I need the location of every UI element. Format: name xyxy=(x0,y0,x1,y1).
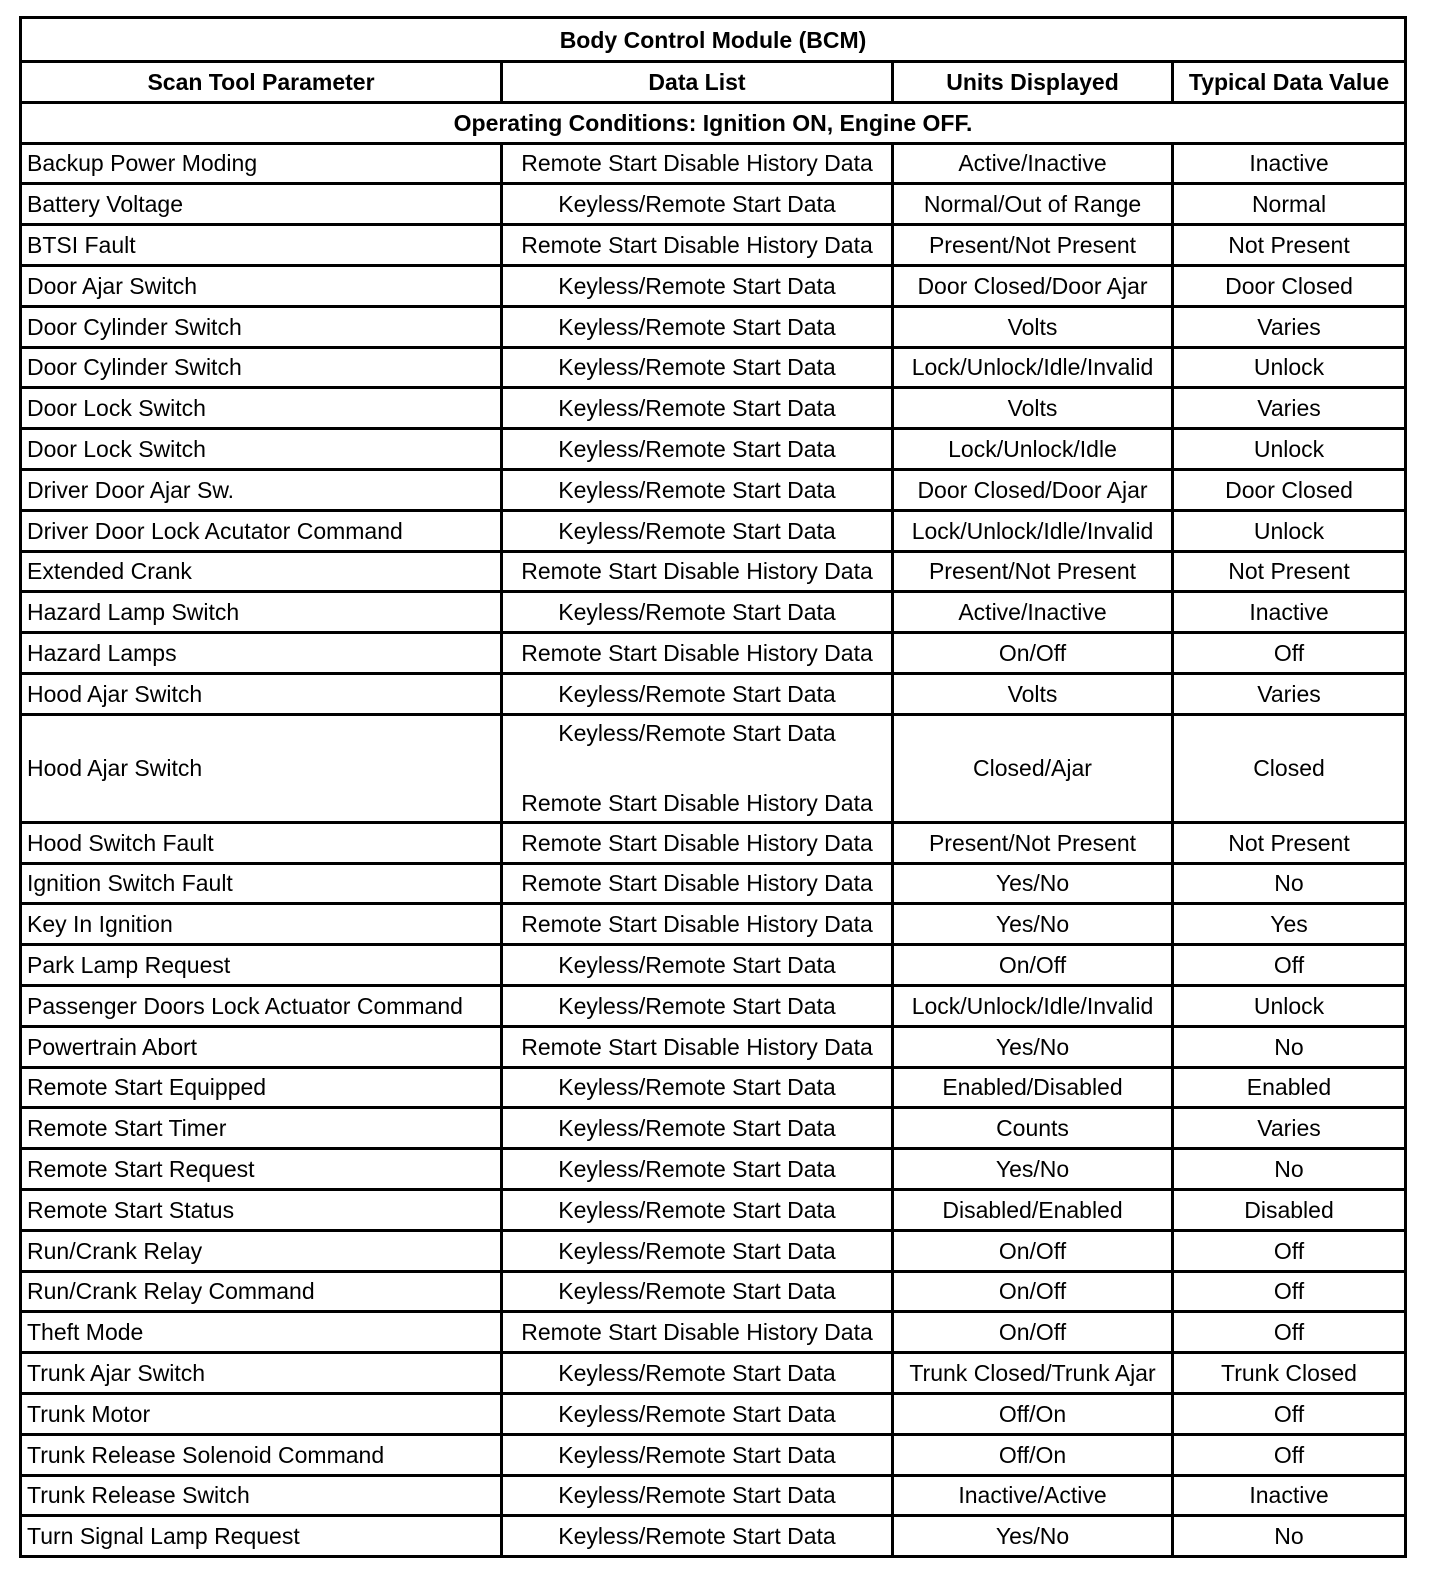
bcm-data-table xyxy=(19,16,1407,1558)
cell-units: Volts xyxy=(893,388,1173,429)
cell-parameter: BTSI Fault xyxy=(21,225,502,266)
table-row xyxy=(21,1271,1406,1312)
cell-parameter: Door Cylinder Switch xyxy=(21,347,502,388)
table-row xyxy=(21,388,1406,429)
cell-value: Off xyxy=(1173,1312,1406,1353)
cell-value: Off xyxy=(1173,1393,1406,1434)
cell-value: Varies xyxy=(1173,388,1406,429)
cell-data-list: Keyless/Remote Start Data xyxy=(502,1108,893,1149)
cell-units: On/Off xyxy=(893,945,1173,986)
cell-value: Trunk Closed xyxy=(1173,1353,1406,1394)
table-body-lower xyxy=(21,822,1406,1556)
cell-data-list: Keyless/Remote Start Data xyxy=(502,388,893,429)
cell-units: On/Off xyxy=(893,633,1173,674)
cell-units: Door Closed/Door Ajar xyxy=(893,469,1173,510)
cell-data-list: Keyless/Remote Start Data xyxy=(502,1230,893,1271)
cell-units: Active/Inactive xyxy=(893,592,1173,633)
cell-data-list: Keyless/Remote Start Data xyxy=(502,347,893,388)
table-row xyxy=(21,904,1406,945)
cell-parameter: Run/Crank Relay xyxy=(21,1230,502,1271)
cell-value: Door Closed xyxy=(1173,469,1406,510)
cell-units: On/Off xyxy=(893,1230,1173,1271)
cell-value: Varies xyxy=(1173,1108,1406,1149)
cell-parameter: Door Lock Switch xyxy=(21,388,502,429)
cell-value: Inactive xyxy=(1173,143,1406,184)
cell-data-list: Keyless/Remote Start Data xyxy=(502,1067,893,1108)
cell-parameter: Battery Voltage xyxy=(21,184,502,225)
header-data-list: Data List xyxy=(502,62,893,103)
cell-value: Unlock xyxy=(1173,510,1406,551)
cell-parameter: Hazard Lamp Switch xyxy=(21,592,502,633)
table-row xyxy=(21,945,1406,986)
cell-units: Yes/No xyxy=(893,904,1173,945)
table-row xyxy=(21,673,1406,714)
table-row xyxy=(21,714,1406,822)
cell-value: Off xyxy=(1173,633,1406,674)
cell-units: Yes/No xyxy=(893,1149,1173,1190)
cell-value: Unlock xyxy=(1173,985,1406,1026)
cell-units: Lock/Unlock/Idle xyxy=(893,429,1173,470)
cell-parameter: Trunk Motor xyxy=(21,1393,502,1434)
cell-data-list: Keyless/Remote Start Data xyxy=(502,1189,893,1230)
table-body-hood xyxy=(21,714,1406,822)
cell-data-list: Keyless/Remote Start Data xyxy=(502,1434,893,1475)
cell-value: Not Present xyxy=(1173,551,1406,592)
cell-value: Varies xyxy=(1173,673,1406,714)
cell-data-list: Remote Start Disable History Data xyxy=(502,904,893,945)
cell-units: Closed/Ajar xyxy=(893,714,1173,822)
cell-value: Normal xyxy=(1173,184,1406,225)
header-units-displayed: Units Displayed xyxy=(893,62,1173,103)
cell-parameter: Ignition Switch Fault xyxy=(21,863,502,904)
table-row xyxy=(21,1108,1406,1149)
table-row xyxy=(21,306,1406,347)
table-row xyxy=(21,1230,1406,1271)
cell-value: Disabled xyxy=(1173,1189,1406,1230)
table-row xyxy=(21,592,1406,633)
cell-parameter: Powertrain Abort xyxy=(21,1026,502,1067)
cell-data-list: Keyless/Remote Start Data xyxy=(502,306,893,347)
table-row xyxy=(21,510,1406,551)
table-row xyxy=(21,265,1406,306)
cell-parameter: Remote Start Request xyxy=(21,1149,502,1190)
table-row xyxy=(21,985,1406,1026)
cell-value: Inactive xyxy=(1173,592,1406,633)
cell-parameter: Backup Power Moding xyxy=(21,143,502,184)
cell-parameter: Hood Ajar Switch xyxy=(21,714,502,822)
cell-units: Lock/Unlock/Idle/Invalid xyxy=(893,510,1173,551)
cell-units: Normal/Out of Range xyxy=(893,184,1173,225)
table-row xyxy=(21,1026,1406,1067)
cell-value: Not Present xyxy=(1173,225,1406,266)
cell-units: Lock/Unlock/Idle/Invalid xyxy=(893,347,1173,388)
table-row xyxy=(21,1434,1406,1475)
table-row xyxy=(21,143,1406,184)
cell-parameter: Key In Ignition xyxy=(21,904,502,945)
cell-parameter: Theft Mode xyxy=(21,1312,502,1353)
cell-parameter: Park Lamp Request xyxy=(21,945,502,986)
table-title: Body Control Module (BCM) xyxy=(21,18,1406,62)
cell-data-list: Keyless/Remote Start Data xyxy=(502,945,893,986)
cell-units: Present/Not Present xyxy=(893,822,1173,863)
cell-parameter: Trunk Ajar Switch xyxy=(21,1353,502,1394)
table-row xyxy=(21,1475,1406,1516)
cell-parameter: Remote Start Status xyxy=(21,1189,502,1230)
cell-units: Active/Inactive xyxy=(893,143,1173,184)
cell-data-list: Remote Start Disable History Data xyxy=(502,551,893,592)
cell-units: Enabled/Disabled xyxy=(893,1067,1173,1108)
cell-data-list: Keyless/Remote Start Data xyxy=(502,592,893,633)
cell-value: Off xyxy=(1173,1271,1406,1312)
cell-data-list: Keyless/Remote Start Data xyxy=(502,673,893,714)
cell-value: Not Present xyxy=(1173,822,1406,863)
cell-units: Yes/No xyxy=(893,863,1173,904)
cell-data-list xyxy=(502,714,893,822)
cell-data-list: Keyless/Remote Start Data xyxy=(502,985,893,1026)
table-row xyxy=(21,347,1406,388)
cell-data-list: Remote Start Disable History Data xyxy=(502,633,893,674)
cell-value: No xyxy=(1173,863,1406,904)
table-row xyxy=(21,863,1406,904)
cell-units: Present/Not Present xyxy=(893,225,1173,266)
cell-data-list: Keyless/Remote Start Data xyxy=(502,184,893,225)
cell-data-list: Remote Start Disable History Data xyxy=(502,822,893,863)
cell-value: No xyxy=(1173,1026,1406,1067)
cell-units: Volts xyxy=(893,306,1173,347)
cell-data-list: Keyless/Remote Start Data xyxy=(502,1353,893,1394)
header-scan-tool-parameter: Scan Tool Parameter xyxy=(21,62,502,103)
cell-value: Yes xyxy=(1173,904,1406,945)
table-row xyxy=(21,429,1406,470)
table-row xyxy=(21,469,1406,510)
cell-data-list-line: Remote Start Disable History Data xyxy=(521,790,873,817)
cell-data-list: Remote Start Disable History Data xyxy=(502,143,893,184)
cell-data-list: Keyless/Remote Start Data xyxy=(502,1475,893,1516)
cell-value: Off xyxy=(1173,945,1406,986)
cell-data-list: Keyless/Remote Start Data xyxy=(502,429,893,470)
cell-units: Yes/No xyxy=(893,1026,1173,1067)
cell-parameter: Hood Switch Fault xyxy=(21,822,502,863)
cell-units: Volts xyxy=(893,673,1173,714)
cell-parameter: Run/Crank Relay Command xyxy=(21,1271,502,1312)
cell-parameter: Hazard Lamps xyxy=(21,633,502,674)
cell-parameter: Extended Crank xyxy=(21,551,502,592)
cell-data-list: Keyless/Remote Start Data xyxy=(502,510,893,551)
cell-parameter: Remote Start Timer xyxy=(21,1108,502,1149)
cell-value: Closed xyxy=(1173,714,1406,822)
table-row xyxy=(21,633,1406,674)
cell-value: Unlock xyxy=(1173,347,1406,388)
cell-parameter: Driver Door Lock Acutator Command xyxy=(21,510,502,551)
cell-value: No xyxy=(1173,1516,1406,1557)
cell-data-list: Remote Start Disable History Data xyxy=(502,225,893,266)
cell-value: Varies xyxy=(1173,306,1406,347)
cell-value: Off xyxy=(1173,1434,1406,1475)
cell-data-list: Keyless/Remote Start Data xyxy=(502,1271,893,1312)
cell-units: On/Off xyxy=(893,1312,1173,1353)
cell-units: Disabled/Enabled xyxy=(893,1189,1173,1230)
cell-data-list: Keyless/Remote Start Data xyxy=(502,469,893,510)
cell-data-list: Keyless/Remote Start Data xyxy=(502,1516,893,1557)
cell-parameter: Hood Ajar Switch xyxy=(21,673,502,714)
cell-parameter: Door Ajar Switch xyxy=(21,265,502,306)
cell-data-list: Keyless/Remote Start Data xyxy=(502,265,893,306)
table-row xyxy=(21,1312,1406,1353)
cell-data-list-line: Keyless/Remote Start Data xyxy=(558,720,836,747)
cell-parameter: Passenger Doors Lock Actuator Command xyxy=(21,985,502,1026)
cell-value: Door Closed xyxy=(1173,265,1406,306)
cell-data-list: Remote Start Disable History Data xyxy=(502,1026,893,1067)
table-row xyxy=(21,1067,1406,1108)
cell-units: On/Off xyxy=(893,1271,1173,1312)
cell-parameter: Door Cylinder Switch xyxy=(21,306,502,347)
cell-units: Yes/No xyxy=(893,1516,1173,1557)
cell-units: Counts xyxy=(893,1108,1173,1149)
cell-units: Trunk Closed/Trunk Ajar xyxy=(893,1353,1173,1394)
table-row xyxy=(21,1189,1406,1230)
cell-data-list: Keyless/Remote Start Data xyxy=(502,1393,893,1434)
header-typical-data-value: Typical Data Value xyxy=(1173,62,1406,103)
cell-units: Off/On xyxy=(893,1393,1173,1434)
cell-value: Enabled xyxy=(1173,1067,1406,1108)
cell-parameter: Driver Door Ajar Sw. xyxy=(21,469,502,510)
cell-data-list: Keyless/Remote Start Data xyxy=(502,1149,893,1190)
cell-value: No xyxy=(1173,1149,1406,1190)
table-row xyxy=(21,822,1406,863)
cell-units: Door Closed/Door Ajar xyxy=(893,265,1173,306)
cell-data-list: Remote Start Disable History Data xyxy=(502,863,893,904)
cell-value: Off xyxy=(1173,1230,1406,1271)
cell-parameter: Trunk Release Solenoid Command xyxy=(21,1434,502,1475)
table-row xyxy=(21,551,1406,592)
cell-parameter: Door Lock Switch xyxy=(21,429,502,470)
cell-data-list: Remote Start Disable History Data xyxy=(502,1312,893,1353)
cell-value: Unlock xyxy=(1173,429,1406,470)
cell-units: Present/Not Present xyxy=(893,551,1173,592)
cell-value: Inactive xyxy=(1173,1475,1406,1516)
cell-parameter: Trunk Release Switch xyxy=(21,1475,502,1516)
cell-units: Lock/Unlock/Idle/Invalid xyxy=(893,985,1173,1026)
table-row xyxy=(21,1516,1406,1557)
operating-conditions: Operating Conditions: Ignition ON, Engine OFF. xyxy=(21,102,1406,143)
cell-units: Off/On xyxy=(893,1434,1173,1475)
cell-parameter: Turn Signal Lamp Request xyxy=(21,1516,502,1557)
table-body-upper xyxy=(21,143,1406,714)
table-row xyxy=(21,225,1406,266)
cell-units: Inactive/Active xyxy=(893,1475,1173,1516)
table-row xyxy=(21,1393,1406,1434)
table-row xyxy=(21,184,1406,225)
table-row xyxy=(21,1149,1406,1190)
table-row xyxy=(21,1353,1406,1394)
cell-parameter: Remote Start Equipped xyxy=(21,1067,502,1108)
